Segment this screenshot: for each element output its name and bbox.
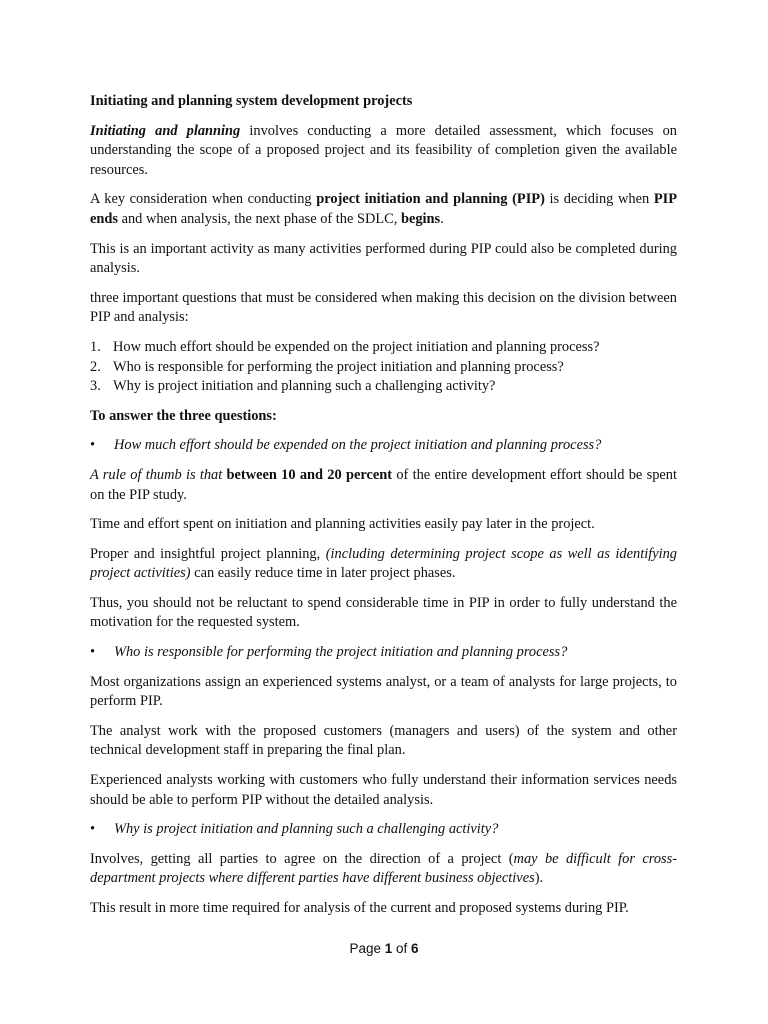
list-item <box>90 377 677 397</box>
text-run: ). <box>534 870 544 887</box>
intro-text: involves conducting a more detailed assessment, which focuses on understanding the scope of a proposed project and its feasibility of completion given the available resources. <box>90 122 678 178</box>
document-body <box>90 92 677 929</box>
bullet-question-challenging <box>90 820 677 840</box>
paragraph-rule-of-thumb <box>90 466 677 505</box>
intro-emphasis: Initiating and planning <box>90 122 241 139</box>
italic-run: may be difficult for cross-department projects where different parties have different business objectives <box>90 850 678 887</box>
paragraph-intro <box>90 122 677 181</box>
text-run: Proper and insightful project planning, <box>90 545 326 562</box>
bullet-text: Why is project initiation and planning such a challenging activity? <box>114 821 499 838</box>
bullet-question-effort <box>90 436 677 456</box>
text-run: of the entire development effort should be spent on the PIP study. <box>90 466 677 503</box>
text-run: A key consideration when conducting <box>90 191 317 208</box>
text-run: Involves, getting all parties to agree on the direction of a project ( <box>90 850 514 867</box>
paragraph-experienced-analysts: Experienced analysts working with customers who fully understand their information services needs should be able to perform PIP without the detailed analysis. <box>90 772 677 808</box>
bold-run-begins: begins <box>400 210 441 227</box>
paragraph-analyst-work: The analyst work with the proposed customers (managers and users) of the system and other technical development staff in preparing the final plan. <box>90 722 677 759</box>
bold-run-percent: between 10 and 20 percent <box>226 466 393 483</box>
list-item-text: Who is responsible for performing the project initiation and planning process? <box>113 358 564 375</box>
paragraph-not-reluctant: Thus, you should not be reluctant to spend considerable time in PIP in order to fully understand the motivation for the requested system. <box>90 594 677 631</box>
current-page-number: 1 <box>384 941 393 956</box>
bold-run-pip: project initiation and planning (PIP) <box>316 191 545 208</box>
italic-run: A rule of thumb is that <box>90 466 223 483</box>
paragraph-proper-planning <box>90 545 677 584</box>
list-number: 2. <box>90 358 101 375</box>
paragraph-involves <box>90 850 677 889</box>
answer-heading: To answer the three questions: <box>90 407 277 424</box>
paragraph-organizations: Most organizations assign an experienced systems analyst, or a team of analysts for large projects, to perform PIP. <box>90 673 677 710</box>
section-title: Initiating and planning system development projects <box>90 93 413 109</box>
text-run: is deciding when <box>544 191 654 208</box>
list-item-text: Why is project initiation and planning such a challenging activity? <box>113 378 496 395</box>
list-item-text: How much effort should be expended on the project initiation and planning process? <box>113 338 600 355</box>
list-item <box>90 338 677 358</box>
bullet-text: Who is responsible for performing the project initiation and planning process? <box>114 644 568 661</box>
bullet-text: How much effort should be expended on the project initiation and planning process? <box>114 437 602 454</box>
paragraph-three-questions: three important questions that must be considered when making this decision on the division between PIP and analysis: <box>90 289 677 326</box>
text-run: can easily reduce time in later project phases. <box>190 565 456 582</box>
bold-run-pip-ends: PIP ends <box>90 191 677 227</box>
list-number: 1. <box>90 338 101 355</box>
paragraph-key-consideration <box>90 190 677 229</box>
paragraph-time-effort: Time and effort spent on initiation and planning activities easily pay later in the project. <box>90 516 595 533</box>
page-footer <box>0 941 768 956</box>
text-run: and when analysis, the next phase of the SDLC, <box>118 210 401 227</box>
text-run: . <box>440 210 444 227</box>
paragraph-result: This result in more time required for analysis of the current and proposed systems during PIP. <box>90 900 629 916</box>
questions-list <box>90 338 677 397</box>
bullet-icon: • <box>90 644 96 661</box>
total-pages-number: 6 <box>411 941 419 956</box>
footer-of-label: of <box>392 941 412 956</box>
bullet-icon: • <box>90 821 96 838</box>
footer-page-label: Page <box>349 941 385 956</box>
bullet-question-responsible <box>90 643 677 663</box>
list-number: 3. <box>90 378 101 395</box>
paragraph-important-activity: This is an important activity as many activities performed during PIP could also be completed during analysis. <box>90 240 677 277</box>
bullet-icon: • <box>90 437 96 454</box>
italic-run: (including determining project scope as well as identifying project activities) <box>90 545 677 582</box>
list-item <box>90 358 677 378</box>
